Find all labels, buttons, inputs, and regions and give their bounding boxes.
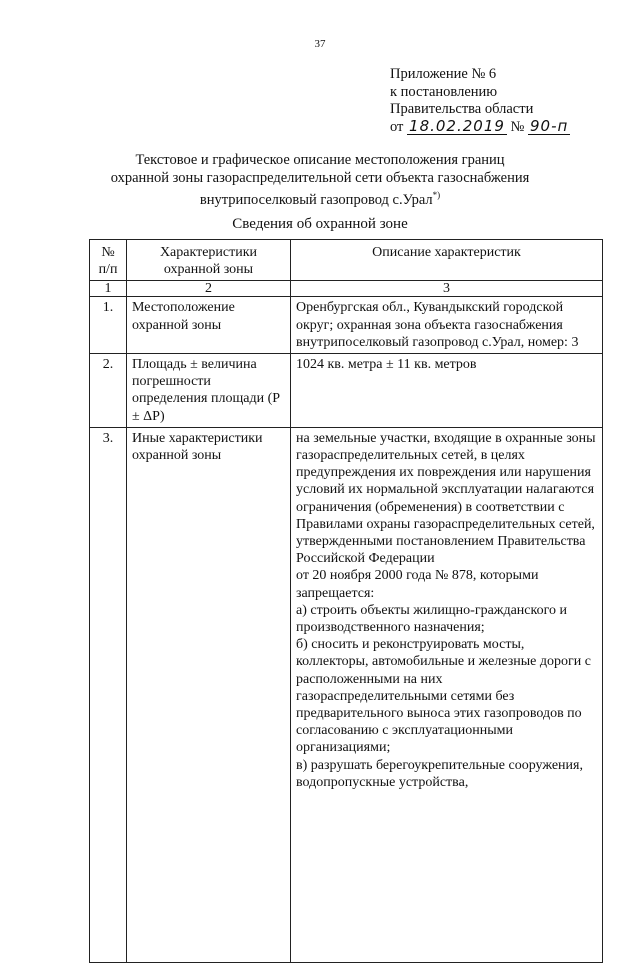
row-description [291,427,603,962]
appendix-line-2: к постановлению [390,83,498,100]
table-row [90,354,603,428]
section-title: Сведения об охранной зоне [232,216,408,232]
appendix-line-3: Правительства области [390,101,534,117]
title-line-2: охранной зоны газораспределительной сети объекта газоснабжения [110,169,530,186]
title-line-1: Текстовое и графическое описание местоположения границ [135,152,505,168]
row-description: Оренбургская обл., Кувандыкский городской округ; охранная зона объекта газоснабжения внутрипоселковый газопровод с.Урал, номер: 3 [291,297,603,354]
restriction-paragraph: от 20 ноября 2000 года № 878, которыми запрещается: [296,568,539,601]
column-number-row [90,281,603,297]
column-number: 2 [127,281,291,297]
appendix-date-line [390,116,570,137]
restriction-item: а) строить объекты жилищно-гражданского и производственного назначения; [296,602,567,636]
row-characteristic: Иные характеристики охранной зоны [127,427,291,962]
handwritten-number: 90-п [530,116,569,135]
page-number: 37 [314,38,326,50]
zone-info-table [89,239,603,963]
title-line-3 [100,187,540,209]
row-number: 2. [90,354,127,428]
handwritten-date: 18.02.2019 [409,116,505,135]
row-characteristic: Местоположение охранной зоны [127,297,291,354]
table-row [90,297,603,354]
footnote-mark: *) [432,190,441,200]
header-description: Описание характеристик [291,240,603,281]
restriction-item: б) сносить и реконструировать мосты, коллекторы, автомобильные и железные дороги с расположенными на них газораспределительными сетями без предварительного выноса этих газопроводов по согласованию с эксплуатационными организациями; [296,637,591,756]
date-prefix: от [390,118,404,135]
restriction-paragraph: на земельные участки, входящие в охранные зоны газораспределительных сетей, в целях предупреждения их повреждения или нарушения условий их нормальной эксплуатации налагаются ограничения (обременения) в соответствии с Правилами охраны газораспределительных сетей, утвержденными постановлением Правительства Российской Федерации [296,430,596,567]
column-number: 1 [90,281,127,297]
table-header-row [90,240,603,281]
column-number: 3 [291,281,603,297]
header-num: № п/п [90,240,127,281]
restriction-item: в) разрушать берегоукрепительные сооружения, водопропускные устройства, [296,757,583,790]
row-description: 1024 кв. метра ± 11 кв. метров [291,354,603,428]
table-row [90,427,603,962]
row-characteristic: Площадь ± величина погрешности определения площади (P ± ΔP) [127,354,291,428]
appendix-line-1: Приложение № 6 [390,66,497,82]
number-prefix: № [510,118,525,135]
row-number: 1. [90,297,127,354]
title-line-3-text: внутрипоселковый газопровод с.Урал [199,191,433,208]
document-title [100,152,540,209]
header-characteristic: Характеристики охранной зоны [127,240,291,281]
appendix-block [390,66,570,136]
row-number: 3. [90,427,127,962]
